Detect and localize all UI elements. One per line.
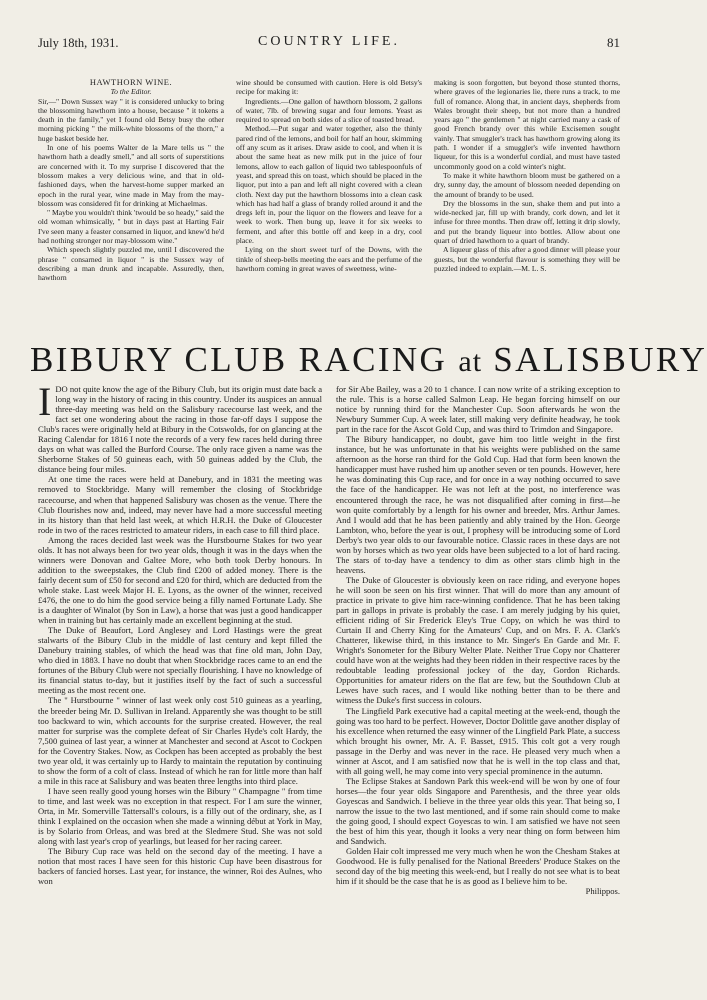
letter-paragraph: Method.—Put sugar and water together, also the thinly pared rind of the lemons, and boil for half an hour, skimming off any scum as it arises. Draw aside to cool, and when it is about the same heat as new milk put in the juice of four lemons, allow to each gallon of liquid two tablespoonfuls of yeast, and spread this on toast, which should be placed in the liquor, put into a pan and left all night covered with a clean cloth. Next day put the hawthorn blossoms into a clean cask which has had half a glass of brandy rolled around it and the dregs left in, pour the liquor on the flowers and leave for a week to work. Then bung up, leave it for six weeks to ferment, and after this bottle off and keep in a dry, cool place. bbox=[236, 124, 422, 246]
article-title bbox=[30, 340, 707, 380]
article-title-main: BIBURY CLUB RACING bbox=[30, 340, 448, 379]
letter-column-3 bbox=[434, 78, 620, 348]
drop-cap: I bbox=[38, 379, 52, 424]
article-paragraph: At one time the races were held at Danebury, and in 1831 the meeting was removed to Stockbridge. Many will remember the closing of Stockbridge racecourse, and when that happened Salisbury was chosen as the venue. There the Club flourishes now and, indeed, may never have had a more successful meeting in its history than that held last week, at which H.R.H. the Duke of Gloucester rode in two of the races restricted to amateur riders, in each case to fill third place. bbox=[38, 474, 322, 535]
letter-paragraph: wine should be consumed with caution. Here is old Betsy's recipe for making it: bbox=[236, 78, 422, 97]
letter-paragraph: Ingredients.—One gallon of hawthorn blossom, 2 gallons of water, 7lb. of brewing sugar and four lemons. Yeast as required to spread on both sides of a slice of toasted bread. bbox=[236, 96, 422, 125]
letter-paragraph: " Maybe you wouldn't think 'twould be so heady," said the old woman whimsically, " but in days past at Harting Fair I've seen many a feaster consarned in liquor, and knew'd he'd had nothing stronger nor may-blossom wine." bbox=[38, 208, 224, 246]
page-header bbox=[38, 34, 620, 54]
letter-paragraph: Dry the blossoms in the sun, shake them and put into a wide-necked jar, fill up with brandy, cork down, and let it infuse for three months. Then draw off, letting it drip slowly, and put the brandy liqueur into bottles. Allow about one quart of dried hawthorn to a quart of brandy. bbox=[434, 198, 620, 246]
letter-paragraph: Sir,—" Down Sussex way " it is considered unlucky to bring the blossoming hawthorn into a house, because " it tokens a death in the family," yet I found old Betsy busy the other morning picking " the milk-white blossoms of the thorn," a huge basket beside her. bbox=[38, 96, 224, 143]
article-paragraph: Golden Hair colt impressed me very much when he won the Chesham Stakes at Goodwood. He is fully penalised for the National Breeders' Produce Stakes on the second day of the big meeting this week-end, but I really do not see what is to beat him if it should be the case that he is as good as I believe him to be. bbox=[336, 846, 620, 887]
author-signature: Philippos. bbox=[585, 886, 620, 897]
page-number: 81 bbox=[607, 35, 620, 50]
letter-section bbox=[38, 78, 620, 348]
letter-paragraph: Lying on the short sweet turf of the Downs, with the tinkle of sheep-bells meeting the ears and the perfume of the hawthorn coming in great waves of sweetness, wine- bbox=[236, 245, 422, 273]
article-paragraph: The Lingfield Park executive had a capital meeting at the week-end, though the going was too hard to be perfect. However, Doctor Dolittle gave another display of his excellence when returned the easy winner of the Lingfield Park Plate, a success which brought his owner, Mr. A. F. Basset, £915. This colt got a very rough passage in the Derby and was never in the race. He pleased very much when a winner at Ascot, and I am satisfied now that he is well in the top class and that, with all going well, he may come into very special prominence in the autumn. bbox=[336, 705, 620, 776]
masthead: COUNTRY LIFE. bbox=[258, 34, 400, 49]
article-paragraph: The Duke of Beaufort, Lord Anglesey and Lord Hastings were the great stalwarts of the Bibury Club in the middle of last century and kept filled the Danebury training stables, of which the head was that fine old man, John Day, who died in 1883. I have no doubt that when Stockbridge races came to an end the fortunes of the Bibury Club were not specially flourishing. I have no knowledge of its financial status to-day, but it justifies itself by the fact of such a successful meeting as the most recent one. bbox=[38, 625, 322, 696]
article-paragraph: The Bibury handicapper, no doubt, gave him too little weight in the first instance, but he was unfortunate in that his weights were published on the same afternoon as the horse ran third for the Gold Cup. Had that form been known the handicapper must have rushed him up another seven or ten pounds. However, here he was dominating this Cup race, and for once in a way nothing occurred to save the face of the handicapper. He was not left at the post, no interference was encountered through the race, he was not disqualified after coming in first—he won quite comfortably by a length for his owner and breeder, Mrs. Arthur James. And I would add that he has been patiently and ably trained by the Hon. George Lambton, who, before the year is out, I prophesy will be introducing some of Lord Derby's two year olds to our favourable notice. Classic races in these days are not won by horses which as two year olds have been subjected to a lot of hard racing. The stars of to-day have a tendency to dim as other stars climb high in the heavens. bbox=[336, 434, 620, 575]
letter-paragraph: In one of his poems Walter de la Mare tells us " the hawthorn hath a deadly smell," and all sorts of superstitions are concerned with it. To my surprise I discovered that the blossom makes a very delicious wine, and that in old-fashioned days, when the harvest-home supper marked an epoch in the rural year, wine made in May from the may-blossom was considered fit for drinking at Michaelmas. bbox=[38, 143, 224, 208]
article-opening-text: DO not quite know the age of the Bibury Club, but its origin must date back a long way in the history of racing in this country. Under its auspices an annual three-day meeting was held on the Salisbury racecourse last week, and the fact set one wondering about the racing in those far-off days I suppose the Club's races were originally held at Bibury in the Cotswolds, for on glancing at the Racing Calendar for 1816 I note the records of a very few races held during three days on what was called the Burford Course. The only race given a name was the Sherborne Stakes of 50 guineas each, with 50 guineas added by the Club, the distance being four miles. bbox=[38, 384, 322, 475]
letter-paragraph: To make it white hawthorn bloom must be gathered on a dry, sunny day, the amount of blossom needed depending on the amount of brandy to be used. bbox=[434, 170, 620, 199]
article-paragraph bbox=[38, 379, 322, 475]
letter-paragraph: making is soon forgotten, but beyond those stunted thorns, where graves of the legionaries lie, there runs a track, to me full of romance. Along that, in ancient days, shepherds from Wales brought their sheep, but not more than a hundred years ago " the gentlemen " at night carried many a cask of good French brandy over this while Excisemen sought vainly. That smuggler's track has hawthorn growing along its path. I wonder if a smuggler's wife invented hawthorn liqueur, for this is a wonderful cordial, and must have tasted uncommonly good on a cold winter's night. bbox=[434, 78, 620, 171]
article-paragraph: The Bibury Cup race was held on the second day of the meeting. I have a notion that most races I have seen for this historic Cup have been disastrous for backers of fancied horses. Last year, for instance, the winner, Roi des Aulnes, who won bbox=[38, 846, 322, 887]
article-paragraph: The Duke of Gloucester is obviously keen on race riding, and everyone hopes he will soon be seen on his first winner. That will do more than any amount of practice in private to give him race-winning confidence. That he has been taking part in gallops in private is probably the case. I am merely judging by his quiet, efficient riding of Sir Frederick Eley's True Copy, on which he was third to Curtain II and Cherry King for the Amateurs' Cup, and on Mrs. F. A. Clark's Chatterer, likewise third, in this instance to Mr. Singer's En Garde and Mr. F. Wright's Sonometer for the Bibury Welter Plate. Neither True Copy nor Chatterer could have won at the weights had they been ridden in their respective races by the redoubtable leading professional jockey of the day, Gordon Richards. Opportunities for amateur riders on the flat are few, but the Southdown Club at Lewes have such races, and I would like nothing better than to be there and witness the Duke's first success in colours. bbox=[336, 574, 620, 706]
letter-paragraph: A liqueur glass of this after a good dinner will please your guests, but the wonderful flavour is something they will be puzzled indeed to explain.—M. L. S. bbox=[434, 245, 620, 273]
article-paragraph: I have seen really good young horses win the Bibury " Champagne " from time to time, and last week was no exception in that respect. For I am sure the winner, Orta, in Mr. Somerville Tattersall's colours, is a filly out of the ordinary, she, as I think I explained on the occasion when she made a winning début at York in May, is by Solario from Orleas, and was bred at the Sledmere Stud. She was not sold along with last year's crop of yearlings, but leased for her racing career. bbox=[38, 785, 322, 847]
article-column-right bbox=[336, 384, 620, 984]
issue-date: July 18th, 1931. bbox=[38, 36, 119, 50]
article-column-left bbox=[38, 379, 322, 984]
article-paragraph: The " Hurstbourne " winner of last week only cost 510 guineas as a yearling, the breeder being Mr. D. Sullivan in Ireland. Apparently she was thought to be still too backward to win, which accounts for the surprise created. However, the real matter for surprise was the complete defeat of Sir Charles Hyde's colt Hardy, the 7,500 guinea of last year, a winner at Manchester and second at Ascot to Cockpen for the Coventry Stakes. Now, as Cockpen has been accepted as probably the best two year old, it was certainly up to Hardy to maintain the reputation by continuing to show the form of a colt of class. Instead of which he ran for little more than half a mile in this race at Salisbury and was beaten three lengths into third place. bbox=[38, 695, 322, 786]
article-body bbox=[38, 379, 620, 984]
letter-salutation: To the Editor. bbox=[110, 87, 152, 97]
article-paragraph: Among the races decided last week was the Hurstbourne Stakes for two year olds. It has not always been for two year olds, though it was in the days when the winners were Donovan and Galtee More, who both took Derby honours. In addition to the sweepstakes, the Club find £200 of added money. There is the fairly decent sum of £50 for second and £20 for third, which are deducted from the whole stake. Last week Major H. E. Lyons, as the owner of the winner, received £476, the one to do him the good service being a filly named Fortunate Lady. She is a daughter of Winalot (by Son in Law), a horse that was just a good handicapper when in training but has certainly made an excellent beginning at the stud. bbox=[38, 534, 322, 626]
letter-paragraph: Which speech slightly puzzled me, until I discovered the phrase " consarned in liquor " is the Sussex way of describing a man drunk and incapable. Assuredly, then, hawthorn bbox=[38, 245, 224, 283]
article-paragraph: for Sir Abe Bailey, was a 20 to 1 chance. I can now write of a striking exception to the rule. This is a horse called Salmon Leap. He began forcing himself on our notice by running third for the Manchester Cup. Soon afterwards he won the Newbury Summer Cup. A week later, still making very definite headway, he took part in the race for the Ascot Gold Cup, and was third to Trimdon and Singapore. bbox=[336, 384, 620, 435]
article-title-at: at bbox=[458, 345, 483, 378]
letter-column-1 bbox=[38, 78, 224, 348]
article-paragraph: The Eclipse Stakes at Sandown Park this week-end will be won by one of four horses—the four year olds Singapore and Parenthesis, and the three year olds Goyescas and Sandwich. I believe in the three year olds this year. That being so, I narrow the issue to the two last mentioned, and if some rain should come to make the going good, I should expect Goyescas to win. I am satisfied we have not seen the best of him this year, though it looks a very near thing on form between him and Sandwich. bbox=[336, 775, 620, 847]
article-title-place: SALISBURY bbox=[493, 340, 707, 379]
letter-column-2 bbox=[236, 78, 422, 348]
letter-title: HAWTHORN WINE. bbox=[89, 77, 173, 87]
